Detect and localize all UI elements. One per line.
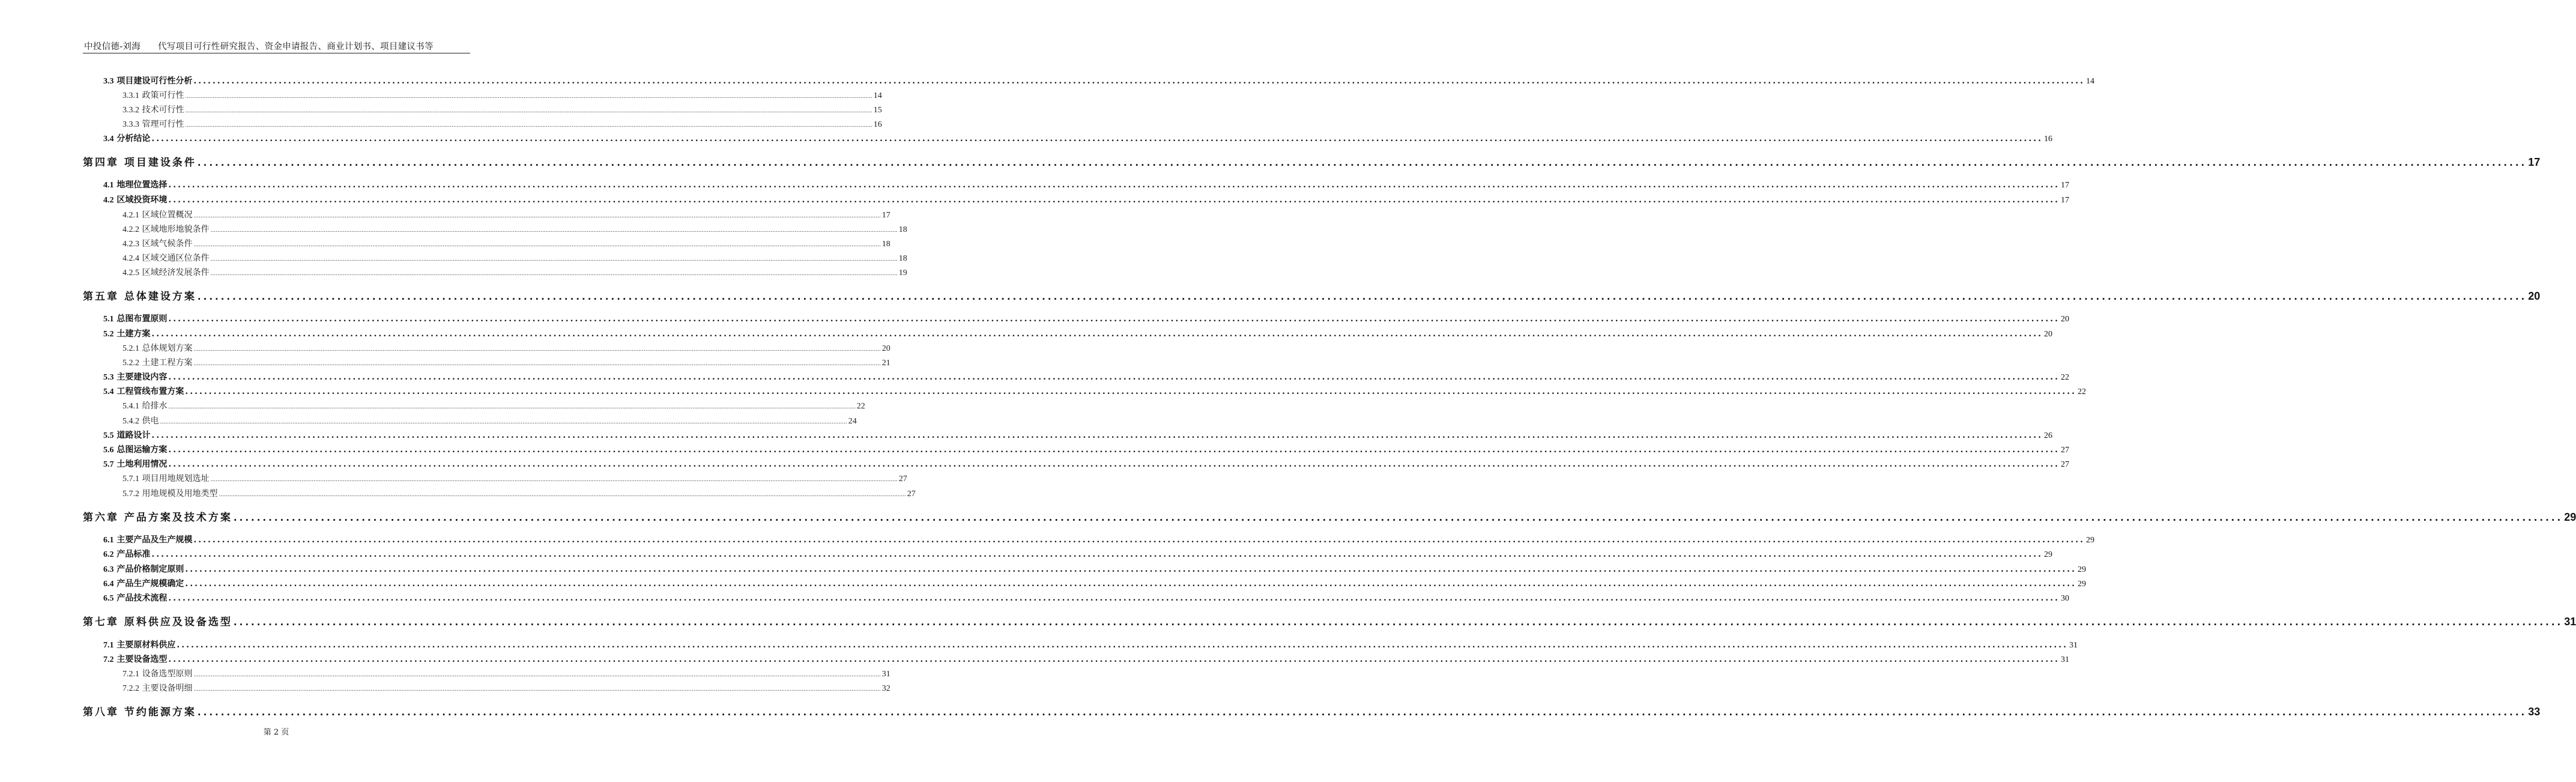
toc-entry-title: 供电 <box>142 416 159 426</box>
toc-sub-entry[interactable] <box>122 252 907 264</box>
toc-entry-label <box>122 667 192 679</box>
toc-entry-page: 27 <box>898 474 907 483</box>
dot-leader: ................................................................................................................................................................................................................................................................................................................................................................................................................ <box>233 617 2563 628</box>
toc-entry-title: 主要设备明细 <box>142 683 193 693</box>
toc-entry-title: 第六章 产品方案及技术方案 <box>83 512 232 524</box>
toc-sub-entry[interactable] <box>122 414 857 426</box>
dot-leader: ................................................................................................................................................................................................................................................................................................................................................................................................................ <box>168 445 2060 455</box>
toc-entry-title: 主要建设内容 <box>116 372 168 382</box>
toc-entry-title: 区域交通区位条件 <box>142 253 210 263</box>
toc-entry-number: 4.1 <box>103 181 114 190</box>
toc-entry-number: 4.2.4 <box>122 254 139 263</box>
toc-entry-number: 5.7 <box>103 460 114 469</box>
toc-entry-page: 33 <box>2528 706 2541 718</box>
toc-entry-page: 15 <box>873 106 882 115</box>
dot-leader: ................................................................................................................................................................................................................................................................................................................................................................................................................ <box>210 256 898 262</box>
toc-section-entry[interactable] <box>103 178 2069 190</box>
toc-section-entry[interactable] <box>103 533 2094 545</box>
toc-entry-page: 29 <box>2564 511 2576 523</box>
toc-entry-page: 17 <box>2060 181 2069 190</box>
dot-leader: ................................................................................................................................................................................................................................................................................................................................................................................................................ <box>193 213 881 219</box>
toc-entry-title: 给排水 <box>142 401 168 411</box>
header-author: 中投信德-刘海 <box>84 42 141 52</box>
toc-entry-number: 5.7.1 <box>122 474 139 483</box>
toc-entry-number: 5.6 <box>103 446 114 455</box>
toc-entry-title: 总体规划方案 <box>142 344 193 353</box>
dot-leader: ................................................................................................................................................................................................................................................................................................................................................................................................................ <box>168 372 2060 382</box>
toc-entry-page: 18 <box>898 254 907 263</box>
toc-entry-number: 3.3.1 <box>122 91 139 100</box>
dot-leader: ................................................................................................................................................................................................................................................................................................................................................................................................................ <box>193 242 881 248</box>
toc-entry-label <box>122 356 192 368</box>
toc-entry-page: 18 <box>898 225 907 234</box>
toc-entry-label <box>103 193 167 205</box>
toc-chapter-entry[interactable] <box>83 288 2541 303</box>
toc-entry-number: 7.1 <box>103 641 114 650</box>
dot-leader: ................................................................................................................................................................................................................................................................................................................................................................................................................ <box>185 123 872 129</box>
dot-leader: ................................................................................................................................................................................................................................................................................................................................................................................................................ <box>177 640 2068 650</box>
toc-entry-label <box>103 592 167 604</box>
dot-leader: ................................................................................................................................................................................................................................................................................................................................................................................................................ <box>219 492 906 498</box>
toc-entry-page: 14 <box>873 91 882 100</box>
toc-entry-number: 5.2.2 <box>122 359 139 368</box>
toc-sub-entry[interactable] <box>122 487 916 499</box>
toc-entry-number: 3.4 <box>103 135 114 144</box>
dot-leader: ................................................................................................................................................................................................................................................................................................................................................................................................................ <box>168 195 2060 205</box>
toc-sub-entry[interactable] <box>122 342 890 354</box>
toc-entry-title: 第四章 项目建设条件 <box>83 157 196 169</box>
toc-entry-label <box>103 638 175 650</box>
toc-entry-title: 第七章 原料供应及设备选型 <box>83 616 232 628</box>
toc-entry-number: 4.2 <box>103 196 114 205</box>
toc-entry-title: 项目建设可行性分析 <box>116 76 193 86</box>
toc-section-entry[interactable] <box>103 653 2069 665</box>
toc-section-entry[interactable] <box>103 577 2086 589</box>
toc-entry-title: 产品标准 <box>116 550 151 559</box>
toc-section-entry[interactable] <box>103 429 2052 441</box>
toc-entry-page: 26 <box>2043 431 2052 440</box>
toc-entry-page: 31 <box>881 670 890 679</box>
toc-sub-entry[interactable] <box>122 399 865 411</box>
dot-leader: ................................................................................................................................................................................................................................................................................................................................................................................................................ <box>168 180 2060 190</box>
toc-entry-page: 27 <box>2060 460 2069 469</box>
toc-entry-number: 5.4.1 <box>122 402 139 411</box>
toc-entry-label <box>83 288 196 303</box>
toc-entry-page: 22 <box>856 402 865 411</box>
toc-entry-label <box>103 74 192 86</box>
toc-entry-label <box>122 252 209 264</box>
toc-entry-label <box>103 443 167 455</box>
toc-entry-label <box>122 472 209 484</box>
toc-sub-entry[interactable] <box>122 682 890 694</box>
toc-entry-page: 29 <box>2077 565 2086 574</box>
toc-entry-label <box>103 178 167 190</box>
toc-sub-entry[interactable] <box>122 223 907 235</box>
toc-entry-label <box>83 509 232 524</box>
dot-leader: ................................................................................................................................................................................................................................................................................................................................................................................................................ <box>210 271 898 277</box>
toc-sub-entry[interactable] <box>122 472 907 484</box>
toc-entry-title: 道路设计 <box>116 431 151 440</box>
toc-chapter-entry[interactable] <box>83 703 2541 718</box>
toc-entry-page: 17 <box>881 211 890 220</box>
toc-entry-page: 22 <box>2060 373 2069 382</box>
dot-leader: ................................................................................................................................................................................................................................................................................................................................................................................................................ <box>151 134 2043 144</box>
toc-entry-label <box>103 577 184 589</box>
toc-entry-label <box>122 682 192 694</box>
dot-leader: ................................................................................................................................................................................................................................................................................................................................................................................................................ <box>160 419 847 425</box>
toc-entry-label <box>103 327 150 339</box>
toc-entry-title: 产品生产规模确定 <box>116 579 184 589</box>
dot-leader: ................................................................................................................................................................................................................................................................................................................................................................................................................ <box>193 672 881 678</box>
toc-entry-page: 27 <box>907 490 916 499</box>
dot-leader: ................................................................................................................................................................................................................................................................................................................................................................................................................ <box>197 291 2527 302</box>
toc-sub-entry[interactable] <box>122 667 890 679</box>
toc-entry-title: 第八章 节约能源方案 <box>83 706 196 718</box>
dot-leader: ................................................................................................................................................................................................................................................................................................................................................................................................................ <box>168 655 2060 664</box>
toc-entry-number: 5.7.2 <box>122 490 139 499</box>
toc-entry-label <box>122 89 184 101</box>
toc-entry-title: 区域地形地貌条件 <box>142 225 210 234</box>
toc-entry-title: 设备选型原则 <box>142 669 193 679</box>
toc-entry-page: 16 <box>2043 135 2052 144</box>
dot-leader: ................................................................................................................................................................................................................................................................................................................................................................................................................ <box>197 157 2527 168</box>
dot-leader: ................................................................................................................................................................................................................................................................................................................................................................................................................ <box>197 707 2527 718</box>
toc-chapter-entry[interactable] <box>83 613 2576 628</box>
toc-entry-label <box>103 371 167 383</box>
toc-entry-label <box>83 703 196 718</box>
toc-entry-title: 主要设备选型 <box>116 655 168 664</box>
toc-entry-number: 5.4.2 <box>122 417 139 426</box>
toc-entry-title: 项目用地规划选址 <box>142 474 210 483</box>
toc-sub-entry[interactable] <box>122 237 890 249</box>
toc-entry-title: 总图布置原则 <box>116 314 168 324</box>
dot-leader: ................................................................................................................................................................................................................................................................................................................................................................................................................ <box>185 387 2076 396</box>
toc-section-entry[interactable] <box>103 193 2069 205</box>
toc-entry-label <box>103 533 192 545</box>
toc-entry-title: 地理位置选择 <box>116 180 168 190</box>
toc-entry-number: 6.4 <box>103 580 114 589</box>
toc-entry-label <box>103 429 150 441</box>
toc-entry-number: 4.2.5 <box>122 268 139 277</box>
toc-section-entry[interactable] <box>103 548 2052 560</box>
toc-sub-entry[interactable] <box>122 118 882 130</box>
dot-leader: ................................................................................................................................................................................................................................................................................................................................................................................................................ <box>168 314 2060 324</box>
toc-entry-label <box>122 118 184 130</box>
toc-entry-page: 31 <box>2060 655 2069 664</box>
dot-leader: ................................................................................................................................................................................................................................................................................................................................................................................................................ <box>168 404 856 410</box>
toc-entry-label <box>122 208 192 220</box>
toc-entry-title: 分析结论 <box>116 134 151 144</box>
toc-entry-page: 30 <box>2060 594 2069 603</box>
toc-entry-page: 16 <box>873 120 882 129</box>
toc-entry-page: 29 <box>2043 550 2052 559</box>
toc-section-entry[interactable] <box>103 638 2078 650</box>
toc-section-entry[interactable] <box>103 74 2094 86</box>
toc-entry-number: 6.2 <box>103 550 114 559</box>
toc-entry-number: 5.4 <box>103 387 114 396</box>
toc-entry-number: 4.2.2 <box>122 225 139 234</box>
dot-leader: ................................................................................................................................................................................................................................................................................................................................................................................................................ <box>185 579 2076 589</box>
dot-leader: ................................................................................................................................................................................................................................................................................................................................................................................................................ <box>193 361 881 367</box>
toc-entry-label <box>122 399 167 411</box>
toc-entry-label <box>122 414 159 426</box>
toc-entry-page: 18 <box>881 240 890 249</box>
toc-entry-page: 24 <box>848 417 857 426</box>
toc-entry-title: 主要产品及生产规模 <box>116 535 193 545</box>
toc-entry-page: 20 <box>2043 330 2052 339</box>
toc-entry-number: 5.5 <box>103 431 114 440</box>
toc-entry-number: 3.3 <box>103 77 114 86</box>
toc-entry-label <box>122 237 192 249</box>
toc-sub-entry[interactable] <box>122 89 882 101</box>
toc-entry-title: 区域位置概况 <box>142 210 193 220</box>
toc-entry-label <box>103 563 184 575</box>
dot-leader: ................................................................................................................................................................................................................................................................................................................................................................................................................ <box>193 76 2085 86</box>
toc-entry-page: 14 <box>2085 77 2094 86</box>
dot-leader: ................................................................................................................................................................................................................................................................................................................................................................................................................ <box>193 535 2085 545</box>
toc-entry-number: 5.3 <box>103 373 114 382</box>
toc-entry-title: 政策可行性 <box>142 91 184 100</box>
toc-entry-label <box>122 266 209 278</box>
toc-entry-page: 29 <box>2077 580 2086 589</box>
header-services: 代写项目可行性研究报告、资金申请报告、商业计划书、项目建议书等 <box>158 42 434 52</box>
toc-entry-number: 5.1 <box>103 315 114 324</box>
toc-section-entry[interactable] <box>103 327 2052 339</box>
toc-entry-number: 3.3.3 <box>122 120 139 129</box>
toc-entry-title: 土建方案 <box>116 329 151 339</box>
toc-entry-label <box>122 342 192 354</box>
toc-entry-label <box>103 385 184 397</box>
dot-leader: ................................................................................................................................................................................................................................................................................................................................................................................................................ <box>151 329 2043 339</box>
toc-section-entry[interactable] <box>103 458 2069 470</box>
toc-entry-number: 7.2.1 <box>122 670 139 679</box>
toc-entry-title: 产品技术流程 <box>116 593 168 603</box>
toc-entry-title: 产品价格制定原则 <box>116 565 184 574</box>
toc-entry-page: 17 <box>2060 196 2069 205</box>
toc-entry-number: 5.2.1 <box>122 344 139 353</box>
dot-leader: ................................................................................................................................................................................................................................................................................................................................................................................................................ <box>185 565 2076 574</box>
toc-entry-title: 第五章 总体建设方案 <box>83 291 196 303</box>
toc-section-entry[interactable] <box>103 312 2069 324</box>
toc-entry-title: 主要原材料供应 <box>116 640 176 650</box>
toc-entry-page: 22 <box>2077 387 2086 396</box>
toc-sub-entry[interactable] <box>122 208 890 220</box>
toc-entry-label <box>103 132 150 144</box>
toc-entry-title: 管理可行性 <box>142 120 184 129</box>
toc-entry-label <box>103 312 167 324</box>
toc-section-entry[interactable] <box>103 563 2086 575</box>
toc-sub-entry[interactable] <box>122 103 882 115</box>
toc-entry-label <box>122 487 217 499</box>
dot-leader: ................................................................................................................................................................................................................................................................................................................................................................................................................ <box>151 550 2043 559</box>
toc-entry-label <box>122 223 209 235</box>
dot-leader: ................................................................................................................................................................................................................................................................................................................................................................................................................ <box>193 687 881 693</box>
dot-leader: ................................................................................................................................................................................................................................................................................................................................................................................................................ <box>168 593 2060 603</box>
dot-leader: ................................................................................................................................................................................................................................................................................................................................................................................................................ <box>193 347 881 353</box>
toc-entry-number: 4.2.3 <box>122 240 139 249</box>
dot-leader: ................................................................................................................................................................................................................................................................................................................................................................................................................ <box>210 477 898 483</box>
toc-entry-page: 27 <box>2060 446 2069 455</box>
toc-chapter-entry[interactable] <box>83 509 2576 524</box>
toc-entry-title: 区域投资环境 <box>116 195 168 205</box>
dot-leader: ................................................................................................................................................................................................................................................................................................................................................................................................................ <box>185 108 872 114</box>
page-number: 第 2 页 <box>263 728 289 737</box>
toc-entry-label <box>103 458 167 470</box>
toc-entry-page: 17 <box>2528 156 2541 168</box>
toc-chapter-entry[interactable] <box>83 154 2541 169</box>
toc-entry-number: 4.2.1 <box>122 211 139 220</box>
toc-entry-page: 31 <box>2564 616 2576 628</box>
toc-entry-title: 土地利用情况 <box>116 459 168 469</box>
toc-entry-number: 7.2.2 <box>122 684 139 693</box>
toc-entry-page: 29 <box>2085 536 2094 545</box>
toc-entry-number: 5.2 <box>103 330 114 339</box>
dot-leader: ................................................................................................................................................................................................................................................................................................................................................................................................................ <box>168 459 2060 469</box>
toc-entry-title: 区域经济发展条件 <box>142 268 210 277</box>
toc-section-entry[interactable] <box>103 132 2052 144</box>
toc-entry-title: 用地规模及用地类型 <box>142 489 218 499</box>
toc-entry-number: 6.5 <box>103 594 114 603</box>
toc-entry-page: 21 <box>881 359 890 368</box>
toc-entry-page: 31 <box>2069 641 2078 650</box>
toc-sub-entry[interactable] <box>122 356 890 368</box>
toc-entry-number: 6.3 <box>103 565 114 574</box>
toc-entry-title: 技术可行性 <box>142 105 184 115</box>
toc-entry-page: 32 <box>881 684 890 693</box>
toc-entry-label <box>103 653 167 665</box>
toc-entry-label <box>122 103 184 115</box>
toc-entry-title: 工程管线布置方案 <box>116 387 184 396</box>
toc-entry-title: 土建工程方案 <box>142 358 193 368</box>
toc-entry-page: 20 <box>2528 290 2541 302</box>
toc-entry-label <box>83 613 232 628</box>
dot-leader: ................................................................................................................................................................................................................................................................................................................................................................................................................ <box>185 94 872 100</box>
toc-section-entry[interactable] <box>103 371 2069 383</box>
toc-entry-number: 7.2 <box>103 655 114 664</box>
toc-entry-page: 19 <box>898 268 907 277</box>
toc-entry-title: 区域气候条件 <box>142 239 193 249</box>
dot-leader: ................................................................................................................................................................................................................................................................................................................................................................................................................ <box>151 431 2043 440</box>
toc-entry-label <box>103 548 150 560</box>
toc-entry-page: 20 <box>881 344 890 353</box>
toc-section-entry[interactable] <box>103 592 2069 604</box>
toc-section-entry[interactable] <box>103 443 2069 455</box>
toc-section-entry[interactable] <box>103 385 2086 397</box>
toc-entry-number: 3.3.2 <box>122 106 139 115</box>
toc-sub-entry[interactable] <box>122 266 907 278</box>
toc-entry-title: 总图运输方案 <box>116 445 168 455</box>
toc-entry-page: 20 <box>2060 315 2069 324</box>
toc-entry-number: 6.1 <box>103 536 114 545</box>
dot-leader: ................................................................................................................................................................................................................................................................................................................................................................................................................ <box>233 512 2563 523</box>
dot-leader: ................................................................................................................................................................................................................................................................................................................................................................................................................ <box>210 228 898 234</box>
toc-entry-label <box>83 154 196 169</box>
